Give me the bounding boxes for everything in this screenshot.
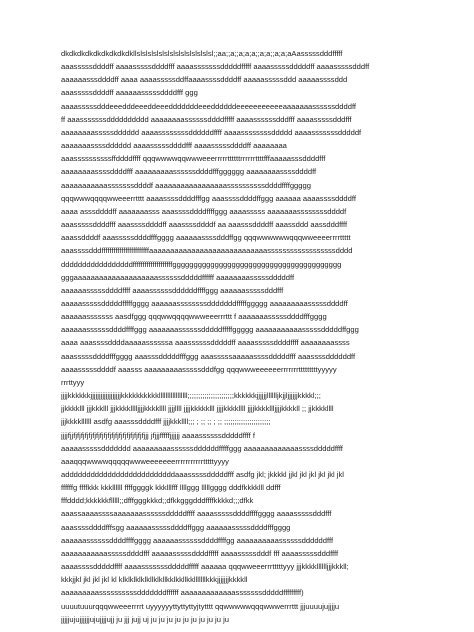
text-line: aaassssddddfffsgg aaaaaasssssddddffggg aaaaaasssssddddfffgggg [61, 522, 291, 532]
text-line: aaaaasssssdddddfffffgggg aaaaaassssssssdddddddfffffggggg aaaaaaaaasssssddddff [61, 298, 348, 308]
text-line: aaassaaaassssaaaaaaassssssdddddffff aaaasssssddddffffgggg aaaasssssdddfff [61, 509, 332, 519]
text-line: aaasssssddddfffgggg aaasssdddddfffggg aaasssssaaaaassssdddddfff aaassssddddddff [61, 351, 356, 361]
text-line: aaaa aaassssddddaaaaassssssa aaassssssdddddff aaaasssssddddffff aaaaaaaassss [61, 338, 350, 348]
text-line: aaaaaasssssss aasdfggg qqqwwqqqqwwweeerrrttt f aaaaaaasssssddddfffgggg [61, 312, 327, 322]
text-line: aaaasssssdddeeedddeeeddeeedddddddeeeddddddeeeeeeeeeeeaaaaaaassssssddddff [61, 101, 357, 111]
text-line: dddddddddddddddddffffffffffffffffffffgggggggggggggggggggggggggggggggggggggggg [61, 259, 342, 269]
text-line: aaassddddf aaasssssddddfffgggg aaaaaassssdddffgg qqqwwwwwwqqqwweeeerrrrttttt [61, 233, 351, 243]
text-line: aaaaasssssddddddd aaaaaaaaassssssddddddfffffggg aaaaaaaaaaaaassssdddddffff [61, 443, 343, 453]
text-line: dkdkdkdkdkdkdkdkdkllslslslslslslslslslslslslslsl;;aa;;a;;a;a;a;;a;a;;a;a;aAasssssdddfffff [61, 49, 343, 58]
text-line: qqqwwwqqqqwweeerrtttt aaaassssddddfffgg aaassssddddffggg aaaaaa aaaassssddddff [61, 193, 356, 203]
text-line: jjjjkkkkkkjjjjjjjjjjjjjjjjjjkkkkkkkkkklllllllllllllllll;;;;;;;;;;;;;;;;;;;;;;kkkkkkjjjjjjlllllljkjjljjjjjjkkkkl;;; [61, 391, 321, 401]
text-line: aaaaaaaaaaasssssssddddf aaaaaaaaaaaaaaaaassssssssssddddffffggggg [61, 180, 311, 190]
text-line: aaaaaassssssddddffffggg aaaaaaassssssdddddfffffggggg aaaaaaaaaaasssssdddddffggg [61, 325, 359, 335]
text-line: gggaaaaaaaaaaaaaaaaaaaassssssdddddffffff aaaaaaaasssssdddddff [61, 272, 295, 282]
text-line: aaasssssddddff aaaaaasssssddddfff ggg [61, 88, 198, 98]
text-line: addddddddddddddddddddddddddaaasssssdddddfff asdfg jkl; jkkkkl jjkl jkl jkl jkl jkl jkl [61, 470, 344, 479]
text-line: ffffffg ffffkkk kkkllllll ffffggggk kkklllfff llllggg lllllgggg dddfkkkklll ddfff [61, 483, 281, 493]
text-line: jjjjjujujjjjjjujujjjjujj ju jjj jujj uj ju ju ju ju ju ju ju ju ju ju [61, 614, 229, 624]
text-line: aaaaaaaassssddddfff aaaaaaaaassssssddddfffgggggg aaaaaaaassssddddff [61, 167, 317, 177]
text-line: fffdddd;kkkkkkflllll;;dfffgggkkkd;;dfkkgggdddffffkkkkd;;;dfkk [61, 496, 254, 506]
text-line: aaaaaaaaassssssssssdddddddffffff aaaaaaaaaaaaasssssssdddddfffffffff) [61, 588, 304, 598]
text-line: aaaaaaaaaaasssssddddfff aaaaasssssddddfffff aaaasssssdddf fff aaaasssssdddffff [61, 548, 339, 558]
text-line: kkkjjkl jkl jkl jkl kl klklklklklkllklkllkklkkllkklllllllkkkjjjjjjjkkkkll [61, 575, 248, 585]
text-line: aaasssssddddff aaaasssssddddfff aaaasssssssdddddfffff aaaasssssdddddff aaaasssssdddff [61, 62, 370, 72]
document-text-body [61, 47, 421, 626]
text-line: ff aaasssssssdddddddddd aaaaaaaassssssddddfffff aaaassssssdddfff aaaasssssdddfff [61, 114, 352, 124]
text-line: aaaaaaassssdddddd aaaasssssddddfff aaaasssssddddff aaaaaaaa [61, 141, 287, 151]
text-line: aaaqqqwwwwqqqqqwwweeeeeeerrrrrrrrrrrtttttyyyy [61, 456, 229, 466]
text-line: aaasssssddddfff aaassssddddff aaassssddddf aa aaasssddddff aaassddd aassdddffff [61, 220, 348, 230]
text-line: aaaaaaaasssssdddddd aaaassssssssddddddffff aaaassssssssddddd aaaasssssssdddddf [61, 127, 362, 137]
text-line: aaassssdddffffffffffffffffffffffffaaaaaaaaaaaaaaaaaaaaaaaaaaaassssssssssssssssssdddd [61, 246, 353, 256]
text-line: aaaassssdddddffff aaaasssssssdddddfffff aaaaaa qqqwweeerrrtttttyyy jjjkkkklllllljjjkkkll; [61, 562, 349, 572]
text-line: aaaa asssddddff aaaaaaasss aaassssddddffffggg aaaasssss aaaaaaassssssssddddf [61, 206, 347, 216]
text-line: rrrttyyy [61, 377, 85, 387]
text-line: jjjkkkkllllll asdfg aaasssddddfff jjjjkkkllll;;; ; ;; ;; ; ;; ;;;;;;;;;;;;;;;;;;;;;; [61, 417, 271, 427]
text-line: jjkkkklll jjjkkklll jjjkkkklllljjjjkkkkllll jjjjllll jjjjkkkkklll jjjjkkkkllll jjjjkkkkllljjjjkkkkll ;; jjkkkkllll [61, 404, 334, 414]
text-line: aaaaaasssddddff aaaa aaaasssssddffaaaassssddddff aaaaasssssddd aaaaassssddd [61, 75, 348, 85]
text-line: aaassssssssssffddddffff qqqwwwwqqwwweeerrrrrttttttrrrrrrttttfffaaaaasssddddfff [61, 154, 326, 164]
text-line: aaaaaasssssddddffff aaaassssssddddddffffggg aaaaaasssssdddfff [61, 285, 284, 295]
text-line: uuuutuuurqqqwweeerrrrt uyyyyyyttyttyttyjtytttt qqwwwwwqqqwwwerrrttt jjjuuuujujjjju [61, 601, 340, 611]
text-line: aaaasssssddddf aaasss aaaaaaaaasssssdddfgg qqqwwweeeeeerrrrrrrtttttttttyyyyy [61, 364, 337, 374]
text-line: jjjjfjjfjfjfjfjfjfjfjfjfjfjfjfjfjfjfjfjfjfjfjjj jfjjjfffffjjjjjj aaaassssssdddddffff f [61, 430, 255, 440]
text-line: aaaaaassssssddddffffgggg aaaaaassssssddddffffgg aaaaaaaaaassssssddddddfff [61, 535, 334, 545]
